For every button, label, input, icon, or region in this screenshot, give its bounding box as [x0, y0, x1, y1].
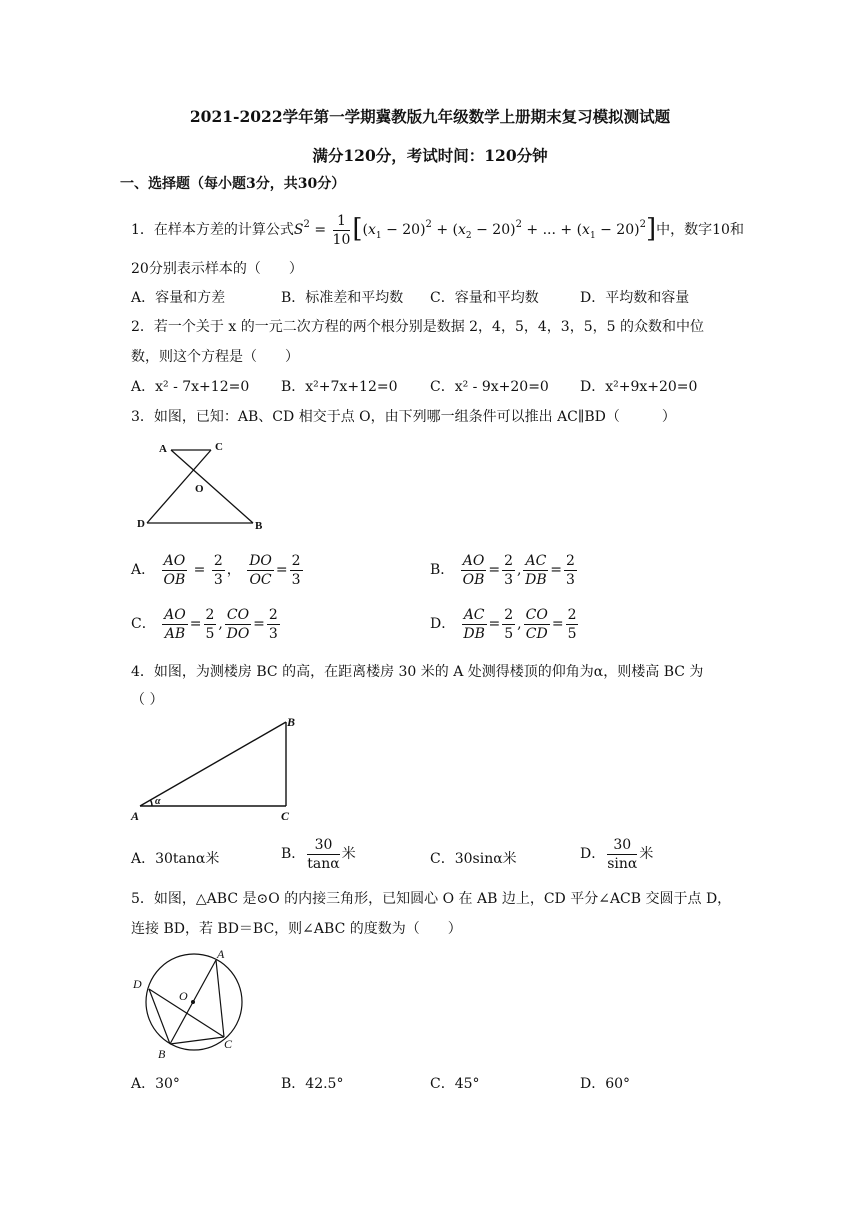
q4-option-b: B． $\frac{30}{\tan\alpha}$ 米: [281, 836, 356, 872]
q1-lead: 1．在样本方差的计算公式: [131, 222, 294, 238]
q2-option-a: A．x² - 7x+12=0: [131, 379, 250, 395]
q2-option-d: D．x²+9x+20=0: [580, 379, 698, 395]
q5-label-o: O: [179, 989, 188, 1003]
q5-option-c: C．45°: [430, 1076, 480, 1092]
q3-line1: 3．如图，已知：AB、CD 相交于点 O，由下列哪一组条件可以推出 AC∥BD（ ）: [131, 409, 676, 425]
q3-label-c: C: [215, 441, 223, 453]
q1-tail: 中，数字10和: [656, 222, 744, 238]
q5-line2: 连接 BD，若 BD＝BC，则∠ABC 的度数为（ ）: [131, 921, 462, 937]
q1-option-a: A．容量和方差: [131, 290, 226, 306]
q1-formula-fraction: $\frac{1}{10}$: [332, 212, 351, 248]
q3-label-a: A: [159, 443, 167, 455]
q4-option-d: D． $\frac{30}{\sin\alpha}$ 米: [580, 836, 654, 872]
q3-label-b: B: [255, 520, 263, 532]
q1-option-c: C．容量和平均数: [430, 290, 539, 306]
page-title: 2021-2022学年第一学期冀教版九年级数学上册期末复习模拟测试题: [189, 107, 671, 126]
q1-option-b: B．标准差和平均数: [281, 290, 404, 306]
q4-option-a: A．30tanα米: [131, 851, 220, 867]
q5-option-b: B．42.5°: [281, 1076, 344, 1092]
q5-figure: [125, 940, 255, 1065]
q4-line1: 4．如图，为测楼房 BC 的高，在距离楼房 30 米的 A 处测得楼顶的仰角为α，则楼高 BC 为: [131, 664, 704, 680]
q5-label-b: B: [158, 1047, 166, 1061]
q5-line1: 5．如图，△ABC 是⊙O 的内接三角形，已知圆心 O 在 AB 边上，CD 平分∠ACB 交圆于点 D，: [131, 891, 732, 907]
q3-option-b: B． $\frac{AO}{OB}$ = $\frac{2}{3}$ , $\frac{AC}{DB}$ = $\frac{2}{3}$: [430, 552, 575, 588]
q1-option-d: D．平均数和容量: [580, 290, 690, 306]
q4-figure: [125, 712, 305, 827]
q4-label-alpha: α: [155, 796, 161, 807]
q5-option-a: A．30°: [131, 1076, 180, 1092]
page-subtitle: 满分120分，考试时间：120分钟: [312, 146, 548, 165]
q3-label-d: D: [137, 518, 145, 530]
q5-label-a: A: [217, 947, 225, 961]
q5-label-c: C: [224, 1037, 233, 1051]
q2-option-b: B．x²+7x+12=0: [281, 379, 398, 395]
q4-label-a: A: [131, 809, 140, 823]
q2-line1: 2．若一个关于 x 的一元二次方程的两个根分别是数据 2，4，5，4，3，5，5 的众数和中位: [131, 319, 704, 335]
q3-option-c: C． $\frac{AO}{AB}$ = $\frac{2}{5}$ , $\frac{CO}{DO}$ = $\frac{2}{3}$: [131, 606, 278, 642]
q4-label-b: B: [287, 715, 296, 729]
q2-line2: 数，则这个方程是（ ）: [131, 349, 299, 365]
q1-stem: 1．在样本方差的计算公式$S^2$ = $\frac{1}{10}$ [$(x_1 - 20)^2 + (x_2 - 20)^2$ + ... + $(x_1 - 20)^2$]中，数字10和: [131, 212, 744, 248]
q4-label-c: C: [281, 809, 290, 823]
q4-line2: （ ）: [131, 692, 164, 708]
q2-option-c: C．x² - 9x+20=0: [430, 379, 549, 395]
q3-figure: [125, 436, 275, 536]
q5-option-d: D．60°: [580, 1076, 631, 1092]
q3-label-o: O: [195, 483, 204, 495]
q3-option-a: A． $\frac{AO}{OB}$ = $\frac{2}{3}$ ， $\frac{DO}{OC}$ = $\frac{2}{3}$: [131, 552, 301, 588]
section-heading: 一、选择题（每小题3分，共30分）: [120, 176, 346, 192]
q5-label-d: D: [133, 977, 142, 991]
q3-option-d: D． $\frac{AC}{DB}$ = $\frac{2}{5}$ , $\frac{CO}{CD}$ = $\frac{2}{5}$: [430, 606, 577, 642]
q1-line2: 20分别表示样本的（ ）: [131, 261, 303, 277]
q1-formula-s: S: [293, 222, 304, 238]
q4-option-c: C．30sinα米: [430, 851, 517, 867]
